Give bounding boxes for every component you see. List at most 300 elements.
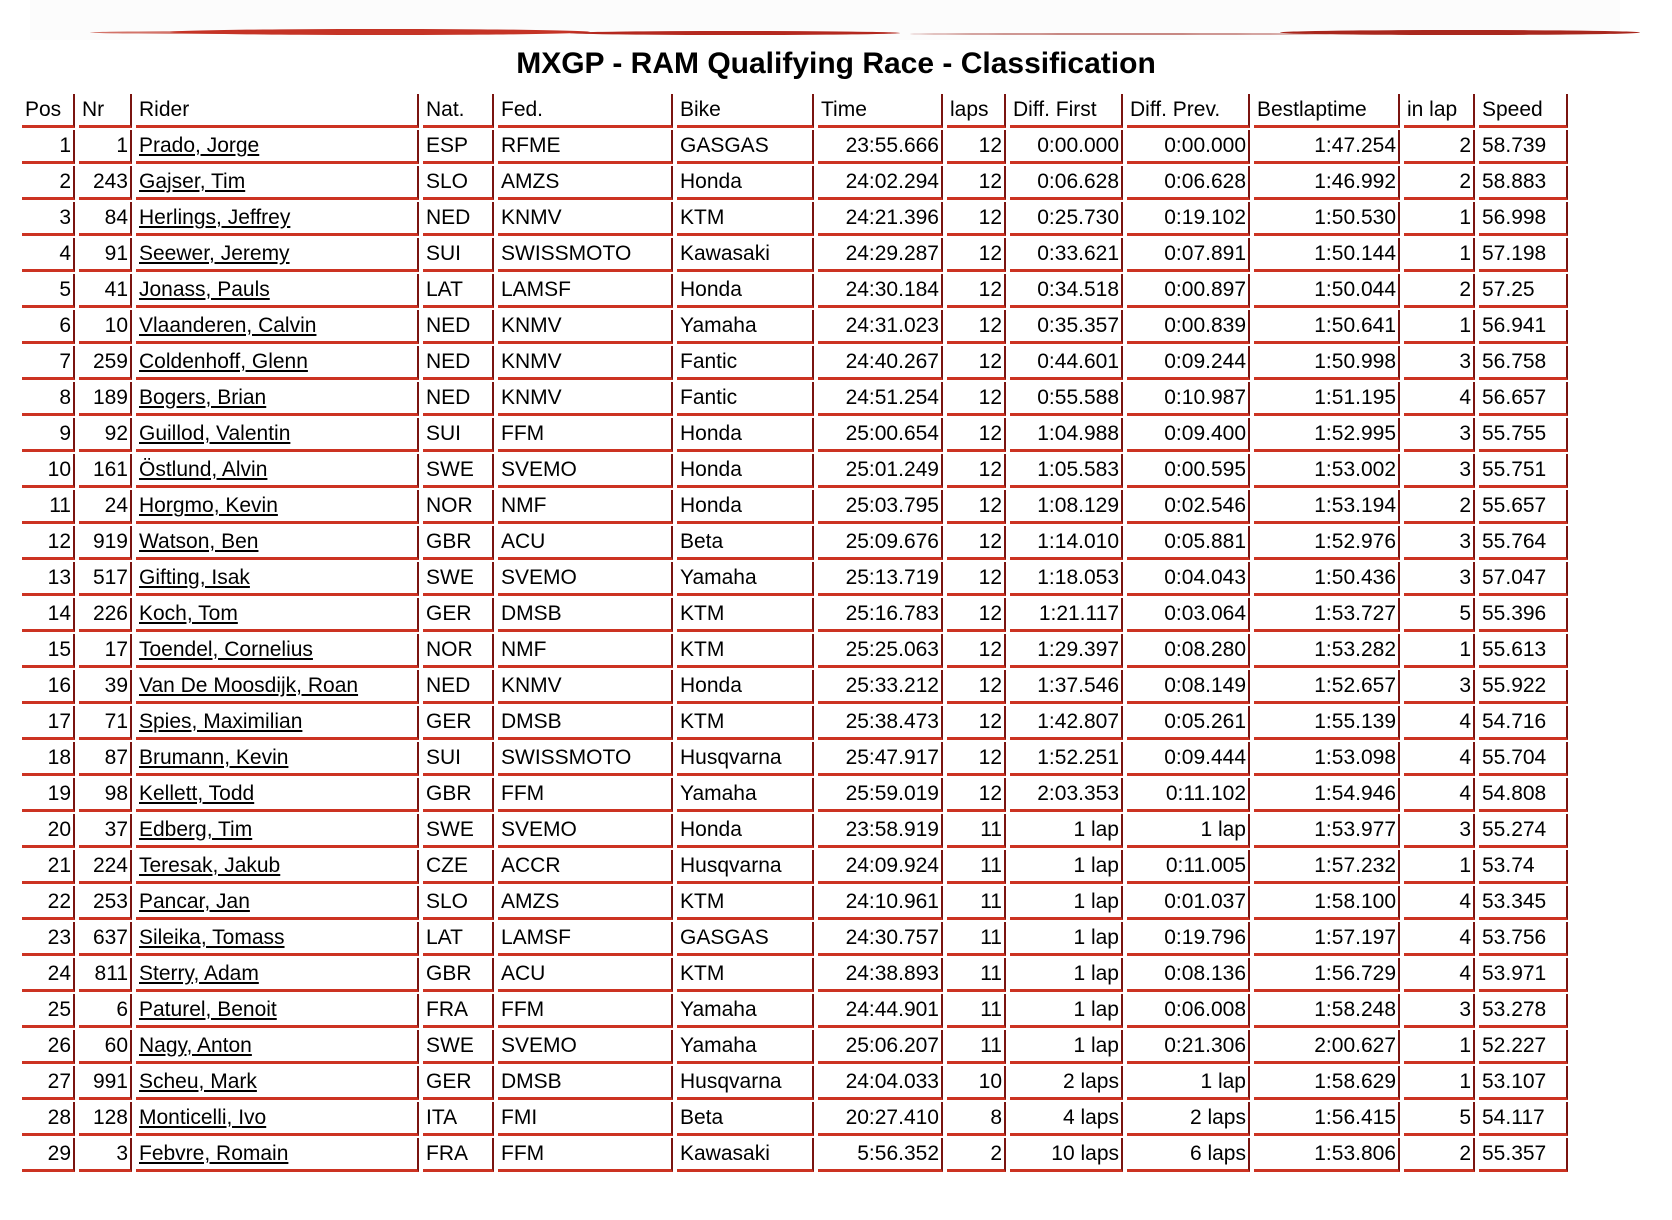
cell-in-lap: 3	[1404, 562, 1475, 596]
cell-nr: 41	[79, 274, 132, 308]
rider-link[interactable]: Gajser, Tim	[139, 170, 246, 193]
cell-time: 24:04.033	[818, 1066, 943, 1100]
cell-laps: 12	[947, 562, 1006, 596]
cell-bestlaptime: 1:50.998	[1254, 346, 1400, 380]
cell-in-lap: 4	[1404, 706, 1475, 740]
cell-diff-first: 1:05.583	[1010, 454, 1123, 488]
cell-speed: 55.613	[1479, 634, 1568, 668]
cell-nr: 226	[79, 598, 132, 632]
cell-speed: 57.198	[1479, 238, 1568, 272]
cell-nat: GER	[423, 706, 494, 740]
rider-link[interactable]: Östlund, Alvin	[139, 458, 268, 481]
cell-nr: 10	[79, 310, 132, 344]
cell-nr: 517	[79, 562, 132, 596]
cell-rider	[136, 886, 419, 920]
rider-link[interactable]: Scheu, Mark	[139, 1070, 257, 1093]
cell-speed: 58.739	[1479, 130, 1568, 164]
cell-diff-first: 1 lap	[1010, 850, 1123, 884]
cell-laps: 12	[947, 598, 1006, 632]
cell-pos: 13	[22, 562, 75, 596]
cell-in-lap: 2	[1404, 274, 1475, 308]
cell-bestlaptime: 1:52.976	[1254, 526, 1400, 560]
table-row	[22, 670, 1568, 704]
header-time: Time	[818, 94, 943, 128]
cell-fed: FFM	[498, 1138, 673, 1172]
cell-nat: NED	[423, 670, 494, 704]
cell-pos: 8	[22, 382, 75, 416]
cell-diff-prev: 0:00.839	[1127, 310, 1250, 344]
cell-diff-prev: 0:09.244	[1127, 346, 1250, 380]
cell-pos: 29	[22, 1138, 75, 1172]
cell-fed: ACU	[498, 526, 673, 560]
cell-nat: SWE	[423, 814, 494, 848]
cell-bestlaptime: 1:56.729	[1254, 958, 1400, 992]
cell-diff-first: 1:18.053	[1010, 562, 1123, 596]
cell-bike: Honda	[677, 454, 814, 488]
cell-nat: FRA	[423, 1138, 494, 1172]
cell-laps: 12	[947, 634, 1006, 668]
cell-speed: 53.971	[1479, 958, 1568, 992]
cell-diff-first: 1 lap	[1010, 922, 1123, 956]
cell-speed: 53.107	[1479, 1066, 1568, 1100]
cell-bike: Yamaha	[677, 310, 814, 344]
cell-laps: 11	[947, 1030, 1006, 1064]
cell-nr: 991	[79, 1066, 132, 1100]
rider-link[interactable]: Vlaanderen, Calvin	[139, 314, 317, 337]
cell-rider	[136, 850, 419, 884]
cell-speed: 57.047	[1479, 562, 1568, 596]
cell-laps: 12	[947, 382, 1006, 416]
cell-nat: SWE	[423, 454, 494, 488]
cell-fed: SVEMO	[498, 562, 673, 596]
cell-nr: 98	[79, 778, 132, 812]
rider-link[interactable]: Spies, Maximilian	[139, 710, 303, 733]
cell-rider	[136, 922, 419, 956]
cell-pos: 14	[22, 598, 75, 632]
cell-laps: 12	[947, 202, 1006, 236]
cell-nr: 811	[79, 958, 132, 992]
rider-link[interactable]: Gifting, Isak	[139, 566, 250, 589]
table-row	[22, 562, 1568, 596]
header-banner	[30, 0, 1620, 40]
cell-laps: 12	[947, 490, 1006, 524]
cell-in-lap: 4	[1404, 958, 1475, 992]
cell-rider	[136, 958, 419, 992]
cell-fed: KNMV	[498, 346, 673, 380]
cell-nat: GBR	[423, 958, 494, 992]
rider-link[interactable]: Paturel, Benoit	[139, 998, 277, 1021]
rider-link[interactable]: Coldenhoff, Glenn	[139, 350, 308, 373]
cell-nat: NOR	[423, 634, 494, 668]
cell-nat: NED	[423, 202, 494, 236]
cell-laps: 2	[947, 1138, 1006, 1172]
cell-laps: 12	[947, 778, 1006, 812]
cell-fed: FFM	[498, 994, 673, 1028]
cell-bestlaptime: 1:51.195	[1254, 382, 1400, 416]
cell-diff-prev: 1 lap	[1127, 1066, 1250, 1100]
cell-in-lap: 3	[1404, 454, 1475, 488]
rider-link[interactable]: Toendel, Cornelius	[139, 638, 313, 661]
cell-diff-first: 1:04.988	[1010, 418, 1123, 452]
cell-rider	[136, 814, 419, 848]
header-diff-prev: Diff. Prev.	[1127, 94, 1250, 128]
cell-pos: 26	[22, 1030, 75, 1064]
cell-nat: GER	[423, 598, 494, 632]
rider-link[interactable]: Sileika, Tomass	[139, 926, 285, 949]
cell-bike: Yamaha	[677, 1030, 814, 1064]
cell-diff-first: 0:34.518	[1010, 274, 1123, 308]
cell-in-lap: 4	[1404, 742, 1475, 776]
cell-rider	[136, 994, 419, 1028]
cell-in-lap: 2	[1404, 1138, 1475, 1172]
header-laps: laps	[947, 94, 1006, 128]
cell-bestlaptime: 1:50.641	[1254, 310, 1400, 344]
cell-bike: Honda	[677, 490, 814, 524]
table-row	[22, 1102, 1568, 1136]
cell-bike: Honda	[677, 670, 814, 704]
cell-speed: 53.345	[1479, 886, 1568, 920]
cell-bestlaptime: 1:53.977	[1254, 814, 1400, 848]
cell-fed: NMF	[498, 634, 673, 668]
cell-bike: KTM	[677, 202, 814, 236]
rider-link[interactable]: Koch, Tom	[139, 602, 238, 625]
cell-diff-first: 2:03.353	[1010, 778, 1123, 812]
rider-link[interactable]: Pancar, Jan	[139, 890, 250, 913]
cell-nr: 224	[79, 850, 132, 884]
cell-speed: 56.758	[1479, 346, 1568, 380]
cell-nat: SWE	[423, 562, 494, 596]
cell-laps: 10	[947, 1066, 1006, 1100]
cell-speed: 56.941	[1479, 310, 1568, 344]
cell-in-lap: 1	[1404, 1030, 1475, 1064]
cell-in-lap: 3	[1404, 346, 1475, 380]
cell-diff-prev: 0:02.546	[1127, 490, 1250, 524]
cell-nat: SUI	[423, 742, 494, 776]
cell-laps: 12	[947, 274, 1006, 308]
cell-time: 23:58.919	[818, 814, 943, 848]
cell-diff-prev: 0:19.796	[1127, 922, 1250, 956]
table-row	[22, 706, 1568, 740]
table-row	[22, 850, 1568, 884]
cell-in-lap: 5	[1404, 598, 1475, 632]
cell-laps: 12	[947, 130, 1006, 164]
cell-rider	[136, 238, 419, 272]
cell-fed: FFM	[498, 778, 673, 812]
cell-nat: LAT	[423, 274, 494, 308]
rider-link[interactable]: Horgmo, Kevin	[139, 494, 278, 517]
cell-pos: 25	[22, 994, 75, 1028]
cell-fed: NMF	[498, 490, 673, 524]
rider-link[interactable]: Febvre, Romain	[139, 1142, 289, 1165]
cell-rider	[136, 778, 419, 812]
cell-bike: KTM	[677, 634, 814, 668]
cell-rider	[136, 346, 419, 380]
cell-rider	[136, 202, 419, 236]
rider-link[interactable]: Watson, Ben	[139, 530, 259, 553]
cell-bike: KTM	[677, 706, 814, 740]
cell-in-lap: 4	[1404, 778, 1475, 812]
cell-fed: LAMSF	[498, 274, 673, 308]
cell-in-lap: 1	[1404, 238, 1475, 272]
rider-link[interactable]: Prado, Jorge	[139, 134, 260, 157]
cell-pos: 17	[22, 706, 75, 740]
cell-time: 24:40.267	[818, 346, 943, 380]
cell-bestlaptime: 1:46.992	[1254, 166, 1400, 200]
cell-diff-first: 1 lap	[1010, 1030, 1123, 1064]
cell-speed: 55.704	[1479, 742, 1568, 776]
cell-rider	[136, 562, 419, 596]
cell-in-lap: 1	[1404, 1066, 1475, 1100]
cell-fed: SVEMO	[498, 1030, 673, 1064]
rider-link[interactable]: Monticelli, Ivo	[139, 1106, 267, 1129]
cell-time: 24:02.294	[818, 166, 943, 200]
cell-rider	[136, 1102, 419, 1136]
cell-nr: 37	[79, 814, 132, 848]
cell-pos: 1	[22, 130, 75, 164]
cell-nat: GBR	[423, 526, 494, 560]
cell-diff-prev: 0:11.102	[1127, 778, 1250, 812]
cell-time: 25:59.019	[818, 778, 943, 812]
cell-in-lap: 2	[1404, 130, 1475, 164]
cell-bestlaptime: 1:58.100	[1254, 886, 1400, 920]
cell-speed: 54.117	[1479, 1102, 1568, 1136]
cell-nat: SLO	[423, 166, 494, 200]
cell-time: 24:10.961	[818, 886, 943, 920]
cell-speed: 55.274	[1479, 814, 1568, 848]
cell-bestlaptime: 1:53.727	[1254, 598, 1400, 632]
cell-diff-prev: 0:06.008	[1127, 994, 1250, 1028]
cell-laps: 12	[947, 166, 1006, 200]
header-nr: Nr	[79, 94, 132, 128]
cell-laps: 11	[947, 850, 1006, 884]
cell-laps: 11	[947, 814, 1006, 848]
cell-diff-prev: 0:00.897	[1127, 274, 1250, 308]
cell-time: 25:03.795	[818, 490, 943, 524]
cell-nr: 259	[79, 346, 132, 380]
cell-fed: SWISSMOTO	[498, 742, 673, 776]
rider-link[interactable]: Edberg, Tim	[139, 818, 253, 841]
table-row	[22, 598, 1568, 632]
cell-nat: FRA	[423, 994, 494, 1028]
cell-speed: 52.227	[1479, 1030, 1568, 1064]
cell-nr: 1	[79, 130, 132, 164]
cell-laps: 8	[947, 1102, 1006, 1136]
cell-rider	[136, 418, 419, 452]
cell-diff-first: 1:29.397	[1010, 634, 1123, 668]
table-row	[22, 382, 1568, 416]
table-row	[22, 310, 1568, 344]
cell-fed: ACU	[498, 958, 673, 992]
cell-bestlaptime: 1:53.194	[1254, 490, 1400, 524]
cell-diff-first: 10 laps	[1010, 1138, 1123, 1172]
cell-rider	[136, 1030, 419, 1064]
cell-in-lap: 5	[1404, 1102, 1475, 1136]
cell-fed: SVEMO	[498, 814, 673, 848]
rider-link[interactable]: Kellett, Todd	[139, 782, 255, 805]
rider-link[interactable]: Sterry, Adam	[139, 962, 259, 985]
cell-bike: KTM	[677, 598, 814, 632]
cell-speed: 55.657	[1479, 490, 1568, 524]
table-row	[22, 490, 1568, 524]
cell-bestlaptime: 1:57.232	[1254, 850, 1400, 884]
cell-nat: SUI	[423, 418, 494, 452]
cell-diff-first: 4 laps	[1010, 1102, 1123, 1136]
cell-bike: Honda	[677, 274, 814, 308]
table-row	[22, 1066, 1568, 1100]
table-row	[22, 202, 1568, 236]
cell-rider	[136, 166, 419, 200]
cell-nr: 128	[79, 1102, 132, 1136]
cell-rider	[136, 598, 419, 632]
cell-bestlaptime: 1:53.282	[1254, 634, 1400, 668]
rider-link[interactable]: Herlings, Jeffrey	[139, 206, 291, 229]
cell-nat: GER	[423, 1066, 494, 1100]
cell-diff-prev: 0:08.280	[1127, 634, 1250, 668]
cell-nat: ITA	[423, 1102, 494, 1136]
cell-time: 24:31.023	[818, 310, 943, 344]
cell-pos: 12	[22, 526, 75, 560]
cell-diff-prev: 0:11.005	[1127, 850, 1250, 884]
cell-bike: Fantic	[677, 382, 814, 416]
cell-fed: ACCR	[498, 850, 673, 884]
cell-fed: LAMSF	[498, 922, 673, 956]
cell-in-lap: 4	[1404, 922, 1475, 956]
rider-link[interactable]: Nagy, Anton	[139, 1034, 252, 1057]
cell-time: 24:51.254	[818, 382, 943, 416]
header-nat: Nat.	[423, 94, 494, 128]
table-row	[22, 526, 1568, 560]
cell-diff-prev: 0:03.064	[1127, 598, 1250, 632]
cell-diff-prev: 0:06.628	[1127, 166, 1250, 200]
table-row	[22, 346, 1568, 380]
cell-time: 25:47.917	[818, 742, 943, 776]
cell-nat: SLO	[423, 886, 494, 920]
cell-bestlaptime: 1:50.436	[1254, 562, 1400, 596]
cell-bestlaptime: 1:50.144	[1254, 238, 1400, 272]
rider-link[interactable]: Jonass, Pauls	[139, 278, 270, 301]
table-row	[22, 166, 1568, 200]
cell-nr: 253	[79, 886, 132, 920]
cell-bike: Husqvarna	[677, 1066, 814, 1100]
cell-time: 23:55.666	[818, 130, 943, 164]
cell-nr: 92	[79, 418, 132, 452]
cell-laps: 12	[947, 418, 1006, 452]
cell-speed: 56.998	[1479, 202, 1568, 236]
rider-link[interactable]: Bogers, Brian	[139, 386, 267, 409]
cell-bike: Kawasaki	[677, 1138, 814, 1172]
cell-diff-prev: 0:21.306	[1127, 1030, 1250, 1064]
cell-speed: 55.922	[1479, 670, 1568, 704]
cell-pos: 4	[22, 238, 75, 272]
cell-bestlaptime: 1:57.197	[1254, 922, 1400, 956]
cell-bike: Yamaha	[677, 994, 814, 1028]
cell-bestlaptime: 1:58.248	[1254, 994, 1400, 1028]
cell-diff-first: 0:55.588	[1010, 382, 1123, 416]
cell-in-lap: 4	[1404, 382, 1475, 416]
cell-bestlaptime: 1:52.657	[1254, 670, 1400, 704]
cell-diff-prev: 1 lap	[1127, 814, 1250, 848]
cell-in-lap: 1	[1404, 310, 1475, 344]
cell-time: 25:01.249	[818, 454, 943, 488]
classification-table	[18, 92, 1572, 1174]
cell-pos: 9	[22, 418, 75, 452]
cell-diff-prev: 0:00.000	[1127, 130, 1250, 164]
cell-pos: 27	[22, 1066, 75, 1100]
cell-bestlaptime: 1:47.254	[1254, 130, 1400, 164]
cell-speed: 53.756	[1479, 922, 1568, 956]
cell-diff-first: 0:25.730	[1010, 202, 1123, 236]
cell-bike: Honda	[677, 814, 814, 848]
cell-diff-first: 1 lap	[1010, 814, 1123, 848]
cell-laps: 12	[947, 706, 1006, 740]
table-row	[22, 778, 1568, 812]
table-header-row	[22, 94, 1568, 128]
cell-pos: 10	[22, 454, 75, 488]
cell-in-lap: 2	[1404, 166, 1475, 200]
cell-pos: 6	[22, 310, 75, 344]
cell-diff-first: 1 lap	[1010, 994, 1123, 1028]
header-pos: Pos	[22, 94, 75, 128]
header-rider: Rider	[136, 94, 419, 128]
cell-bike: Husqvarna	[677, 742, 814, 776]
cell-time: 25:33.212	[818, 670, 943, 704]
rider-link[interactable]: Guillod, Valentin	[139, 422, 291, 445]
rider-link[interactable]: Van De Moosdijk, Roan	[139, 674, 359, 697]
cell-laps: 12	[947, 454, 1006, 488]
cell-bike: Beta	[677, 526, 814, 560]
cell-rider	[136, 130, 419, 164]
cell-fed: AMZS	[498, 886, 673, 920]
rider-link[interactable]: Teresak, Jakub	[139, 854, 281, 877]
cell-nat: NED	[423, 310, 494, 344]
cell-laps: 12	[947, 742, 1006, 776]
cell-in-lap: 1	[1404, 850, 1475, 884]
cell-diff-prev: 0:00.595	[1127, 454, 1250, 488]
cell-laps: 11	[947, 922, 1006, 956]
cell-speed: 55.396	[1479, 598, 1568, 632]
cell-fed: DMSB	[498, 1066, 673, 1100]
cell-bestlaptime: 1:50.530	[1254, 202, 1400, 236]
cell-time: 25:13.719	[818, 562, 943, 596]
table-row	[22, 1138, 1568, 1172]
cell-diff-prev: 2 laps	[1127, 1102, 1250, 1136]
cell-pos: 18	[22, 742, 75, 776]
cell-pos: 3	[22, 202, 75, 236]
rider-link[interactable]: Seewer, Jeremy	[139, 242, 290, 265]
cell-speed: 56.657	[1479, 382, 1568, 416]
cell-nr: 24	[79, 490, 132, 524]
cell-laps: 11	[947, 958, 1006, 992]
cell-speed: 58.883	[1479, 166, 1568, 200]
rider-link[interactable]: Brumann, Kevin	[139, 746, 289, 769]
cell-fed: KNMV	[498, 670, 673, 704]
cell-rider	[136, 634, 419, 668]
cell-time: 20:27.410	[818, 1102, 943, 1136]
table-row	[22, 418, 1568, 452]
cell-time: 25:16.783	[818, 598, 943, 632]
cell-time: 25:00.654	[818, 418, 943, 452]
cell-diff-prev: 6 laps	[1127, 1138, 1250, 1172]
cell-diff-first: 1 lap	[1010, 958, 1123, 992]
cell-in-lap: 3	[1404, 418, 1475, 452]
cell-in-lap: 2	[1404, 490, 1475, 524]
cell-fed: DMSB	[498, 706, 673, 740]
cell-fed: RFME	[498, 130, 673, 164]
cell-fed: SWISSMOTO	[498, 238, 673, 272]
cell-pos: 15	[22, 634, 75, 668]
cell-pos: 20	[22, 814, 75, 848]
cell-bike: Honda	[677, 166, 814, 200]
